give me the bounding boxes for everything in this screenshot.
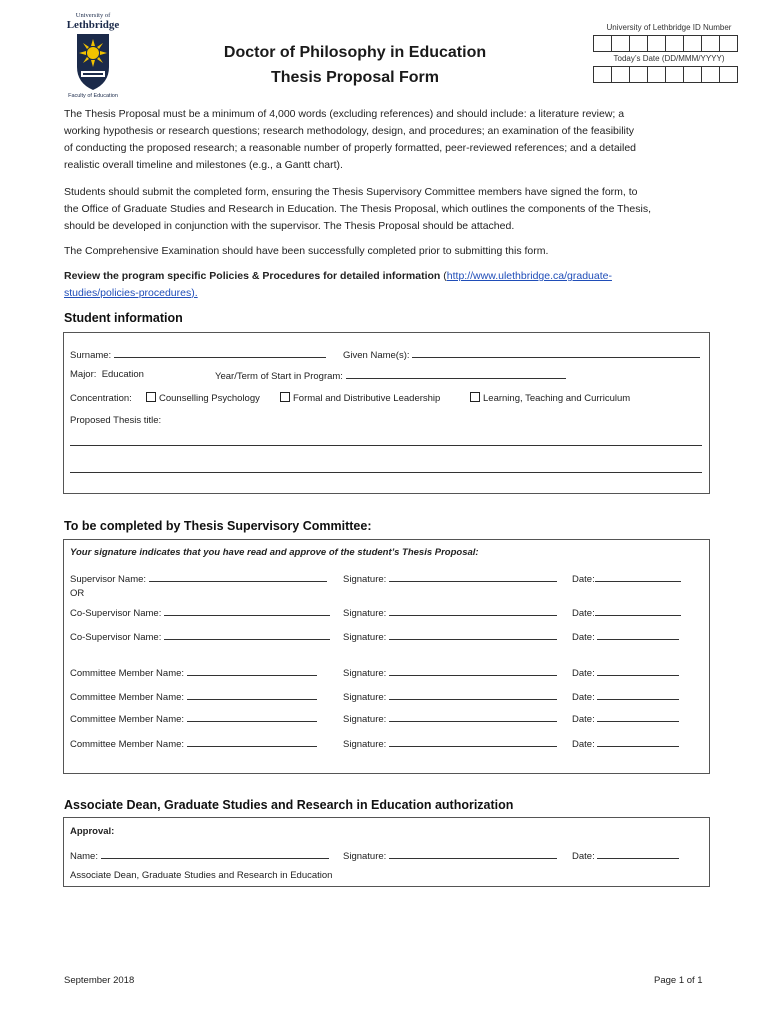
cosupervisor-signature-field-2[interactable]: [389, 630, 557, 640]
date-label: Date:: [572, 692, 595, 703]
id-digit-box[interactable]: [701, 35, 720, 52]
policies-text: Review the program specific Policies & Procedures for detailed information: [64, 270, 441, 282]
member-signature-field-2[interactable]: [389, 690, 557, 700]
surname-label: Surname:: [70, 350, 112, 361]
given-name-field[interactable]: [412, 348, 700, 358]
id-number-label: University of Lethbridge ID Number: [606, 23, 732, 32]
date-label: Date:: [572, 608, 595, 619]
option-leadership: Formal and Distributive Leadership: [293, 393, 441, 404]
title-line-2: Thesis Proposal Form: [270, 69, 440, 86]
form-title: [205, 40, 505, 90]
dean-signature-label: Signature:: [343, 851, 387, 862]
concentration-label: Concentration:: [70, 393, 132, 404]
option-counselling: Counselling Psychology: [159, 393, 260, 404]
term-label: Year/Term of Start in Program:: [215, 371, 343, 382]
id-digit-box[interactable]: [593, 35, 612, 52]
member-label: Committee Member Name:: [70, 692, 185, 703]
checkbox-learning[interactable]: [470, 392, 480, 402]
date-label: Date:: [572, 574, 595, 585]
member-date-field-3[interactable]: [597, 712, 679, 722]
todays-date-label: Today’s Date (DD/MMM/YYYY): [613, 54, 725, 63]
intro-paragraph-1: [64, 106, 709, 174]
major-value: Education: [101, 369, 144, 380]
cosupervisor-name-field-1[interactable]: [164, 606, 330, 616]
date-label: Date:: [572, 632, 595, 643]
date-label: Date:: [572, 668, 595, 679]
dean-panel: [63, 817, 710, 887]
paragraph-line: of conducting the proposed research; a reasonable number of properly formatted, peer-reviewed references; and a detailed: [64, 142, 637, 154]
member-date-field-4[interactable]: [597, 737, 679, 747]
footer-date: September 2018: [64, 975, 135, 986]
dean-date-field[interactable]: [597, 849, 679, 859]
signature-label: Signature:: [343, 608, 387, 619]
policies-link-part-1[interactable]: http://www.ulethbridge.ca/graduate-: [446, 270, 612, 282]
date-box[interactable]: [611, 66, 630, 83]
university-logo: [64, 12, 120, 99]
thesis-title-line-2[interactable]: [70, 472, 702, 473]
signature-label: Signature:: [343, 692, 387, 703]
member-signature-field-4[interactable]: [389, 737, 557, 747]
approval-label: Approval:: [70, 826, 115, 837]
cosupervisor-name-field-2[interactable]: [164, 630, 330, 640]
signature-label: Signature:: [343, 739, 387, 750]
given-name-label: Given Name(s):: [343, 350, 410, 361]
id-digit-box[interactable]: [665, 35, 684, 52]
logo-text-lethbridge: Lethbridge: [66, 19, 120, 31]
term-field[interactable]: [346, 369, 566, 379]
date-box[interactable]: [701, 66, 720, 83]
id-digit-box[interactable]: [683, 35, 702, 52]
cosupervisor-label: Co-Supervisor Name:: [70, 632, 162, 643]
member-label: Committee Member Name:: [70, 668, 185, 679]
paragraph-line: working hypothesis or research questions; research methodology, design, and procedures; an examination of the feasibility: [64, 125, 635, 137]
dean-title-line: Associate Dean, Graduate Studies and Research in Education: [70, 870, 333, 881]
signature-label: Signature:: [343, 668, 387, 679]
checkbox-counselling[interactable]: [146, 392, 156, 402]
date-box[interactable]: [647, 66, 666, 83]
dean-heading: Associate Dean, Graduate Studies and Research in Education authorization: [64, 798, 514, 812]
checkbox-leadership[interactable]: [280, 392, 290, 402]
supervisor-signature-field[interactable]: [389, 572, 557, 582]
paragraph-line: the Office of Graduate Studies and Research in Education. The Thesis Proposal, which outlines the components of the Thesis,: [64, 203, 651, 215]
cosupervisor-signature-field-1[interactable]: [389, 606, 557, 616]
or-label: OR: [70, 588, 85, 599]
signature-label: Signature:: [343, 714, 387, 725]
committee-heading: To be completed by Thesis Supervisory Committee:: [64, 519, 372, 533]
id-digit-box[interactable]: [647, 35, 666, 52]
paragraph-line: realistic overall timeline and milestones (e.g., a Gantt chart).: [64, 159, 343, 171]
link-open-paren: (: [440, 270, 447, 282]
member-label: Committee Member Name:: [70, 739, 185, 750]
student-info-heading: Student information: [64, 311, 183, 325]
intro-paragraph-3: The Comprehensive Examination should have been successfully completed prior to submitting this form.: [64, 245, 549, 257]
supervisor-name-field[interactable]: [149, 572, 327, 582]
crest-icon: [76, 33, 110, 91]
member-name-field-4[interactable]: [187, 737, 317, 747]
id-number-boxes[interactable]: [593, 35, 737, 52]
logo-text-faculty: Faculty of Education: [68, 93, 118, 99]
member-date-field-1[interactable]: [597, 666, 679, 676]
supervisor-date-field[interactable]: [595, 572, 681, 582]
todays-date-boxes[interactable]: [593, 66, 737, 83]
date-label: Date:: [572, 739, 595, 750]
member-name-field-3[interactable]: [187, 712, 317, 722]
cosupervisor-date-field-1[interactable]: [595, 606, 681, 616]
option-learning: Learning, Teaching and Curriculum: [483, 393, 631, 404]
member-name-field-1[interactable]: [187, 666, 317, 676]
committee-note: Your signature indicates that you have read and approve of the student’s Thesis Proposal:: [70, 547, 479, 558]
member-date-field-2[interactable]: [597, 690, 679, 700]
member-label: Committee Member Name:: [70, 714, 185, 725]
cosupervisor-label: Co-Supervisor Name:: [70, 608, 162, 619]
member-name-field-2[interactable]: [187, 690, 317, 700]
dean-name-label: Name:: [70, 851, 98, 862]
policies-link-part-2[interactable]: studies/policies-procedures: [64, 287, 192, 299]
date-box[interactable]: [719, 66, 738, 83]
student-info-panel: [63, 332, 710, 494]
paragraph-line: should be developed in conjunction with the supervisor. The Thesis Proposal should be attached.: [64, 220, 515, 232]
paragraph-line: The Thesis Proposal must be a minimum of 4,000 words (excluding references) and should include: a literature review; a: [64, 108, 625, 120]
member-signature-field-3[interactable]: [389, 712, 557, 722]
dean-signature-field[interactable]: [389, 849, 557, 859]
committee-panel: [63, 539, 710, 774]
dean-name-field[interactable]: [101, 849, 329, 859]
cosupervisor-date-field-2[interactable]: [597, 630, 679, 640]
id-digit-box[interactable]: [611, 35, 630, 52]
id-digit-box[interactable]: [719, 35, 738, 52]
date-label: Date:: [572, 714, 595, 725]
date-box[interactable]: [629, 66, 648, 83]
dean-date-label: Date:: [572, 851, 595, 862]
signature-label: Signature:: [343, 632, 387, 643]
title-line-1: Doctor of Philosophy in Education: [223, 44, 487, 61]
signature-label: Signature:: [343, 574, 387, 585]
date-box[interactable]: [593, 66, 612, 83]
date-box[interactable]: [665, 66, 684, 83]
thesis-title-line-1[interactable]: [70, 445, 702, 446]
major-label: Major:: [70, 369, 97, 380]
policies-paragraph: [64, 268, 709, 302]
logo-text-university-of: University of: [75, 12, 111, 19]
member-signature-field-1[interactable]: [389, 666, 557, 676]
intro-paragraph-2: [64, 184, 709, 235]
id-digit-box[interactable]: [629, 35, 648, 52]
date-box[interactable]: [683, 66, 702, 83]
thesis-title-label: Proposed Thesis title:: [70, 415, 162, 426]
link-close-paren: ).: [191, 287, 198, 299]
footer-page-number: Page 1 of 1: [654, 975, 703, 986]
supervisor-label: Supervisor Name:: [70, 574, 147, 585]
surname-field[interactable]: [114, 348, 326, 358]
paragraph-line: Students should submit the completed form, ensuring the Thesis Supervisory Committee members have signed the form, to: [64, 186, 638, 198]
